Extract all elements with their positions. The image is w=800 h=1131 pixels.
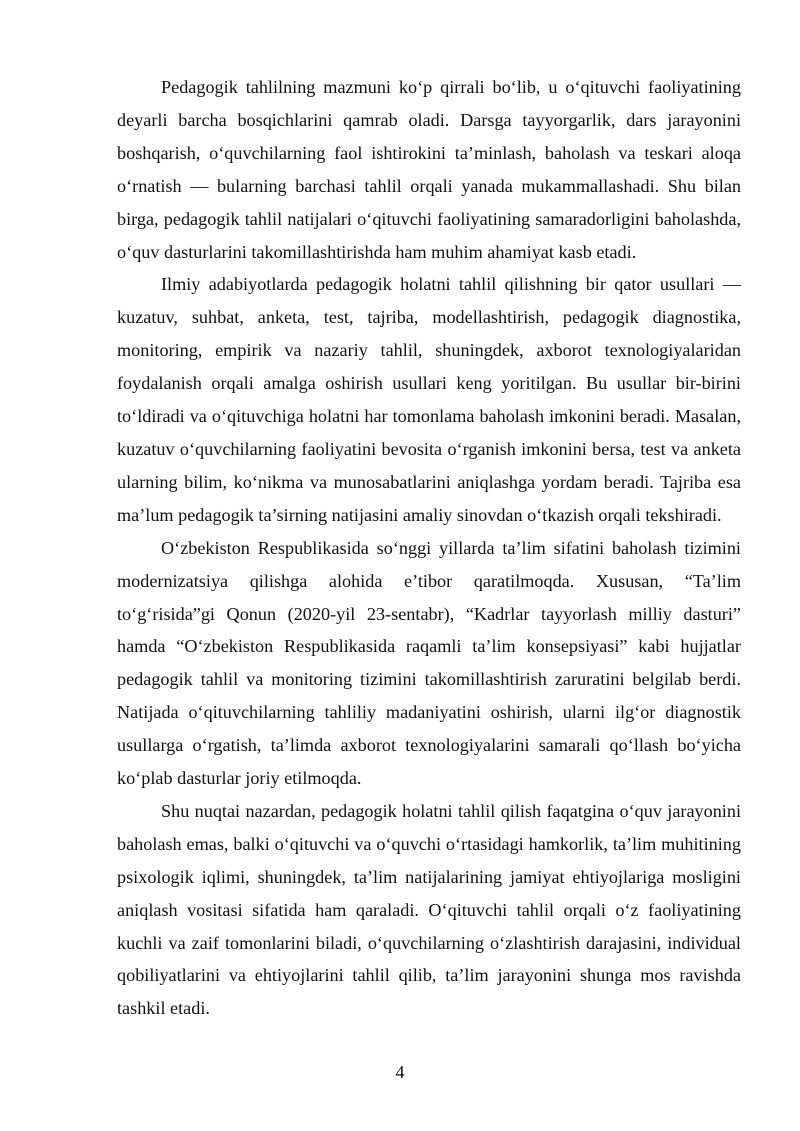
paragraph-4: Shu nuqtai nazardan, pedagogik holatni tahlil qilish faqatgina o‘quv jarayonini baholash emas, balki o‘qituvchi va o‘quvchi o‘rtasidagi hamkorlik, ta’lim muhitining psixologik iqlimi, shuningdek, ta’lim natijalarining jamiyat ehtiyojlariga mosligini aniqlash vositasi sifatida ham qaraladi. O‘qituvchi tahlil orqali o‘z faoliyatining kuchli va zaif tomonlarini biladi, o‘quvchilarning o‘zlashtirish darajasini, individual qobiliyatlarini va ehtiyojlarini tahlil qilib, ta’lim jarayonini shunga mos ravishda tashkil etadi. (117, 800, 741, 1019)
page-body (117, 71, 741, 1025)
page-number: 4 (395, 1062, 405, 1082)
paragraph-1: Pedagogik tahlilning mazmuni ko‘p qirrali bo‘lib, u o‘qituvchi faoliyatining deyarli barcha bosqichlarini qamrab oladi. Darsga tayyorgarlik, dars jarayonini boshqarish, o‘quvchilarning faol ishtirokini ta’minlash, baholash va teskari aloqa o‘rnatish — bularning barchasi tahlil orqali yanada mukammallashadi. Shu bilan birga, pedagogik tahlil natijalari o‘qituvchi faoliyatining samaradorligini baholashda, o‘quv dasturlarini takomillashtirishda ham muhim ahamiyat kasb etadi. (117, 77, 741, 262)
paragraph-2: Ilmiy adabiyotlarda pedagogik holatni tahlil qilishning bir qator usullari — kuzatuv, suhbat, anketa, test, tajriba, modellashtirish, pedagogik diagnostika, monitoring, empirik va nazariy tahlil, shuningdek, axborot texnologiyalaridan foydalanish orqali amalga oshirish usullari keng yoritilgan. Bu usullar bir-birini to‘ldiradi va o‘qituvchiga holatni har tomonlama baholash imkonini beradi. Masalan, kuzatuv o‘quvchilarning faoliyatini bevosita o‘rganish imkonini bersa, test va anketa ularning bilim, ko‘nikma va munosabatlarini aniqlashga yordam beradi. Tajriba esa ma’lum pedagogik ta’sirning natijasini amaliy sinovdan o‘tkazish orqali tekshiradi. (117, 274, 741, 525)
paragraph-3: O‘zbekiston Respublikasida so‘nggi yillarda ta’lim sifatini baholash tizimini modernizatsiya qilishga alohida e’tibor qaratilmoqda. Xususan, “Ta’lim to‘g‘risida”gi Qonun (2020-yil 23-sentabr), “Kadrlar tayyorlash milliy dasturi” hamda “O‘zbekiston Respublikasida raqamli ta’lim konsepsiyasi” kabi hujjatlar pedagogik tahlil va monitoring tizimini takomillashtirish zaruratini belgilab berdi. Natijada o‘qituvchilarning tahliliy madaniyatini oshirish, ularni ilg‘or diagnostik usullarga o‘rgatish, ta’limda axborot texnologiyalarini samarali qo‘llash bo‘yicha ko‘plab dasturlar joriy etilmoqda. (117, 537, 741, 789)
